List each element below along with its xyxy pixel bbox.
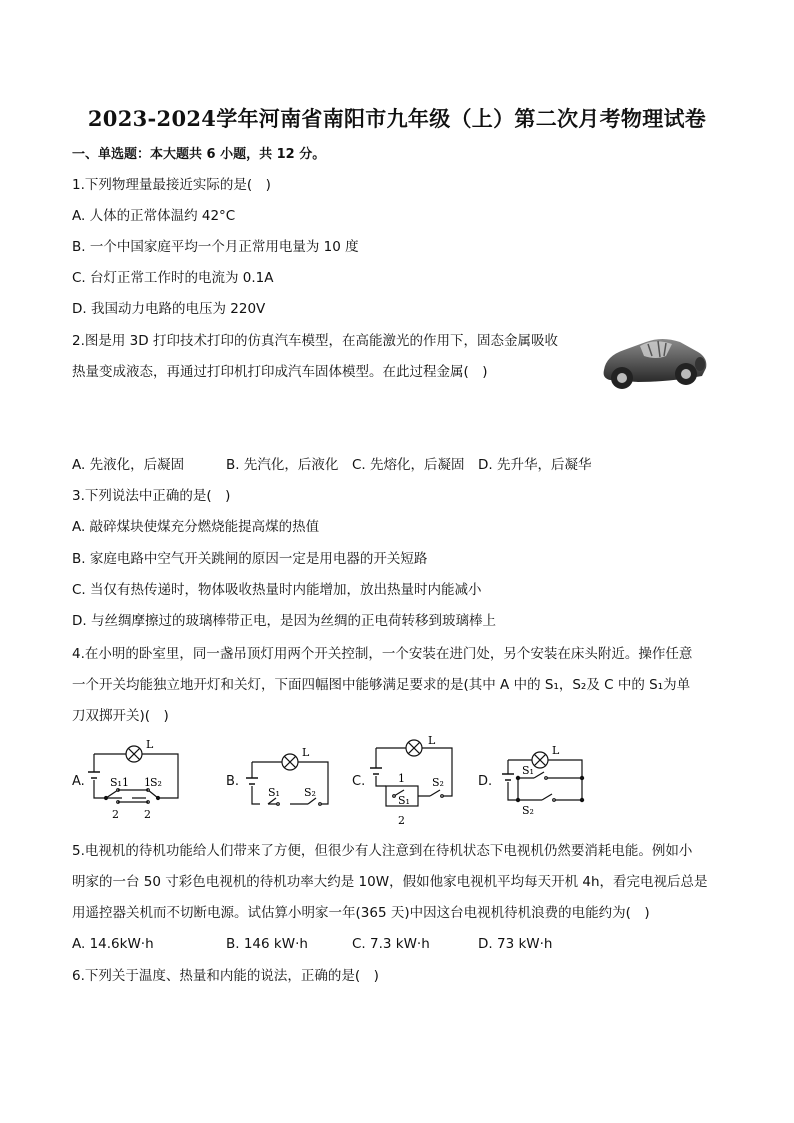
q5-option-b: B. 146 kW·h bbox=[226, 936, 308, 952]
circuit-c-lamp-label: L bbox=[428, 736, 436, 747]
circuit-c-one-label: 1 bbox=[398, 772, 405, 785]
circuit-a-label: A. bbox=[72, 774, 85, 789]
q4-stem-line3: 刀双掷开关)( ) bbox=[72, 708, 169, 724]
q2-option-c: C. 先熔化，后凝固 bbox=[352, 457, 465, 473]
q3-option-b: B. 家庭电路中空气开关跳闸的原因一定是用电器的开关短路 bbox=[72, 551, 428, 567]
q5-option-d: D. 73 kW·h bbox=[478, 936, 553, 952]
circuit-b-lamp-label: L bbox=[302, 746, 310, 759]
q2-stem-line1: 2.图是用 3D 打印技术打印的仿真汽车模型，在高能激光的作用下，固态金属吸收 bbox=[72, 333, 558, 349]
circuit-a-s1-label: S₁1 bbox=[110, 776, 129, 789]
q1-option-a: A. 人体的正常体温约 42°C bbox=[72, 208, 236, 224]
circuit-c-s1-label: S₁ bbox=[398, 794, 410, 807]
circuit-d-s2-label: S₂ bbox=[522, 804, 534, 817]
q2-option-d: D. 先升华，后凝华 bbox=[478, 457, 592, 473]
circuit-diagram-d bbox=[494, 742, 590, 822]
section-heading: 一、单选题：本大题共 6 小题，共 12 分。 bbox=[72, 147, 326, 162]
circuit-a-two-right-label: 2 bbox=[144, 808, 151, 821]
q2-option-b: B. 先汽化，后液化 bbox=[226, 457, 339, 473]
q4-stem-line2: 一个开关均能独立地开灯和关灯，下面四幅图中能够满足要求的是(其中 A 中的 S₁，S₂及 C 中的 S₁为单 bbox=[72, 677, 691, 693]
3d-printed-car-image bbox=[598, 330, 710, 394]
q3-option-d: D. 与丝绸摩擦过的玻璃棒带正电，是因为丝绸的正电荷转移到玻璃棒上 bbox=[72, 613, 496, 629]
q2-option-a: A. 先液化，后凝固 bbox=[72, 457, 185, 473]
q3-stem: 3.下列说法中正确的是( ) bbox=[72, 488, 231, 504]
q5-stem-line2: 明家的一台 50 寸彩色电视机的待机功率大约是 10W，假如他家电视机平均每天开机 4h，看完电视后总是 bbox=[72, 874, 708, 890]
circuit-b-s1-label: S₁ bbox=[268, 786, 280, 799]
circuit-d-lamp-label: L bbox=[552, 744, 560, 757]
circuit-c-label: C. bbox=[352, 774, 366, 789]
q3-option-c: C. 当仅有热传递时，物体吸收热量时内能增加，放出热量时内能减小 bbox=[72, 582, 482, 598]
q1-option-b: B. 一个中国家庭平均一个月正常用电量为 10 度 bbox=[72, 239, 359, 255]
q4-stem-line1: 4.在小明的卧室里，同一盏吊顶灯用两个开关控制，一个安装在进门处，另个安装在床头附近。操作任意 bbox=[72, 646, 693, 662]
q5-option-a: A. 14.6kW·h bbox=[72, 936, 154, 952]
circuit-c-s2-label: S₂ bbox=[432, 776, 444, 789]
q5-stem-line1: 5.电视机的待机功能给人们带来了方便，但很少有人注意到在待机状态下电视机仍然要消耗电能。例如小 bbox=[72, 843, 693, 859]
circuit-a-two-left-label: 2 bbox=[112, 808, 119, 821]
circuit-a-one-label: 1 bbox=[144, 776, 151, 789]
circuit-diagram-c bbox=[366, 736, 466, 828]
q1-stem: 1.下列物理量最接近实际的是( ) bbox=[72, 177, 271, 193]
exam-title: 2023-2024学年河南省南阳市九年级（上）第二次月考物理试卷 bbox=[87, 106, 707, 131]
q5-option-c: C. 7.3 kW·h bbox=[352, 936, 430, 952]
circuit-diagram-a bbox=[88, 736, 188, 822]
q1-option-d: D. 我国动力电路的电压为 220V bbox=[72, 301, 266, 317]
circuit-d-s1-label: S₁ bbox=[522, 764, 534, 777]
circuit-a-lamp-label: L bbox=[146, 738, 154, 751]
circuit-diagram-b bbox=[240, 744, 336, 814]
q6-stem: 6.下列关于温度、热量和内能的说法，正确的是( ) bbox=[72, 968, 379, 984]
q5-stem-line3: 用遥控器关机而不切断电源。试估算小明家一年(365 天)中因这台电视机待机浪费的电能约为( ) bbox=[72, 905, 650, 921]
circuit-c-two-label: 2 bbox=[398, 814, 405, 827]
circuit-b-s2-label: S₂ bbox=[304, 786, 316, 799]
q3-option-a: A. 敲碎煤块使煤充分燃烧能提高煤的热值 bbox=[72, 519, 320, 535]
circuit-d-label: D. bbox=[478, 774, 493, 789]
circuit-a-s2-label: S₂ bbox=[150, 776, 162, 789]
q1-option-c: C. 台灯正常工作时的电流为 0.1A bbox=[72, 270, 274, 286]
circuit-b-label: B. bbox=[226, 774, 240, 789]
q2-stem-line2: 热量变成液态，再通过打印机打印成汽车固体模型。在此过程金属( ) bbox=[72, 364, 488, 380]
